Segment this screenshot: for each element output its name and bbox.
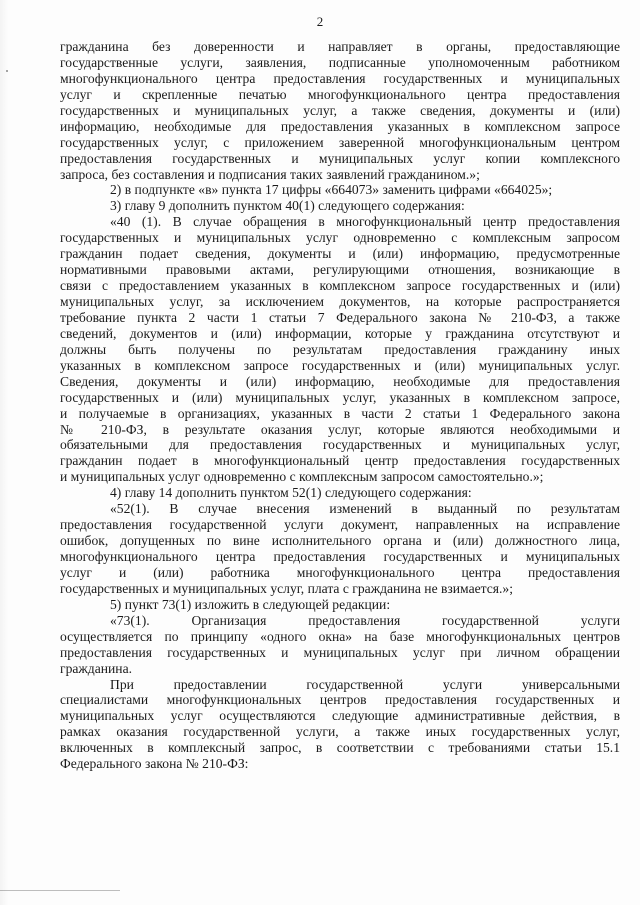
text-line: государственных и муниципальных услуг одновременно с комплексным запросом (60, 230, 620, 246)
text-line: 5) пункт 73(1) изложить в следующей редакции: (110, 596, 391, 612)
text-line: включенных в комплексный запрос, в соответствии с требованиями статьи 15.1 (60, 740, 620, 756)
text-line: «73(1). Организация предоставления государственной услуги (110, 612, 620, 628)
text-line: государственные услуги, заявления, подписанные уполномоченным работником (60, 54, 620, 70)
text-line: Сведения, документы и (или) информацию, необходимые для предоставления (60, 373, 620, 389)
text-line: и получаемые в организациях, указанных в части 2 статьи 1 Федерального закона (60, 405, 620, 421)
text-line: предоставления государственных и муниципальных услуг копии комплексного (60, 150, 620, 166)
text-line: 3) главу 9 дополнить пунктом 40(1) следующего содержания: (110, 198, 465, 214)
text-line: государственных и муниципальных услуг, а также сведения, документы и (или) (60, 102, 620, 118)
scan-shadow (0, 0, 8, 905)
text-line: услуг и скрепленные печатью многофункционального центра предоставления (60, 86, 620, 102)
text-line: гражданин подает сведения, документы и (или) информацию, предусмотренные (60, 246, 620, 262)
text-line: Федерального закона № 210-ФЗ: (60, 756, 249, 772)
text-line: государственных и муниципальных услуг, плата с гражданина не взимается.»; (60, 580, 513, 596)
text-line: 4) главу 14 дополнить пунктом 52(1) следующего содержания: (110, 485, 472, 501)
text-line: информацию, необходимые для предоставления указанных в комплексном запросе (60, 118, 620, 134)
text-line: государственных услуг, с приложением заверенной многофункциональным центром (60, 134, 620, 150)
text-line: гражданина без доверенности и направляет в органы, предоставляющие (60, 39, 620, 54)
text-line: нормативными правовыми актами, регулирующими отношения, возникающие в (60, 262, 620, 278)
text-line: муниципальных услуг осуществляются следующие административные действия, в (60, 708, 620, 724)
text-line: муниципальных услуг, за исключением документов, на которые распространяется (60, 294, 620, 309)
document-body (60, 39, 620, 772)
text-line: № 210-ФЗ, в результате оказания услуг, которые являются необходимыми и (60, 421, 620, 437)
text-line: указанных в комплексном запросе государственных и (или) муниципальных услуг. (60, 357, 620, 373)
text-line: должны быть получены по результатам предоставления гражданину иных (60, 341, 620, 357)
text-line: услуг и (или) работника многофункционального центра предоставления (60, 564, 620, 580)
text-line: гражданина. (60, 660, 133, 676)
text-line: «52(1). В случае внесения изменений в выданный по результатам (110, 501, 620, 517)
scan-edge-line (0, 890, 120, 891)
text-line: гражданин подает в многофункциональный центр предоставления государственных (60, 453, 620, 469)
text-line: обязательными для предоставления государственных и муниципальных услуг, (60, 437, 620, 453)
text-line: сведений, документов и (или) информации, которые у гражданина отсутствуют и (60, 325, 620, 341)
text-line: специалистами многофункциональных центров предоставления государственных и (60, 692, 620, 708)
scan-speck (6, 70, 8, 72)
text-line: ошибок, допущенных по вине исполнительного органа и (или) должностного лица, (60, 533, 620, 549)
text-line: рамках оказания государственной услуги, а также иных государственных услуг, (60, 724, 620, 740)
text-line: запроса, без составления и подписания таких заявлений гражданином.»; (60, 166, 480, 182)
text-line: 2) в подпункте «в» пункта 17 цифры «664073» заменить цифрами «664025»; (110, 182, 553, 198)
text-line: предоставления государственных и муниципальных услуг при личном обращении (60, 644, 620, 660)
text-line: «40 (1). В случае обращения в многофункциональный центр предоставления (110, 214, 620, 230)
text-line: многофункционального центра предоставления государственных и муниципальных (60, 70, 620, 86)
text-line: и муниципальных услуг одновременно с комплексным запросом самостоятельно.»; (60, 469, 544, 485)
text-line: При предоставлении государственной услуги универсальными (110, 676, 620, 692)
text-line: предоставления государственной услуги документ, направленных на исправление (60, 517, 620, 533)
text-line: связи с предоставлением указанных в комплексном запросе государственных и (или) (60, 278, 620, 294)
text-line: государственных и (или) муниципальных услуг, указанных в комплексном запросе, (60, 389, 620, 405)
text-line: осуществляется по принципу «одного окна» на базе многофункциональных центров (60, 628, 620, 644)
text-line: требование пункта 2 части 1 статьи 7 Федерального закона № 210-ФЗ, а также (60, 309, 620, 325)
page-number: 2 (316, 14, 324, 29)
text-line: многофункционального центра предоставления государственных и муниципальных (60, 549, 620, 564)
